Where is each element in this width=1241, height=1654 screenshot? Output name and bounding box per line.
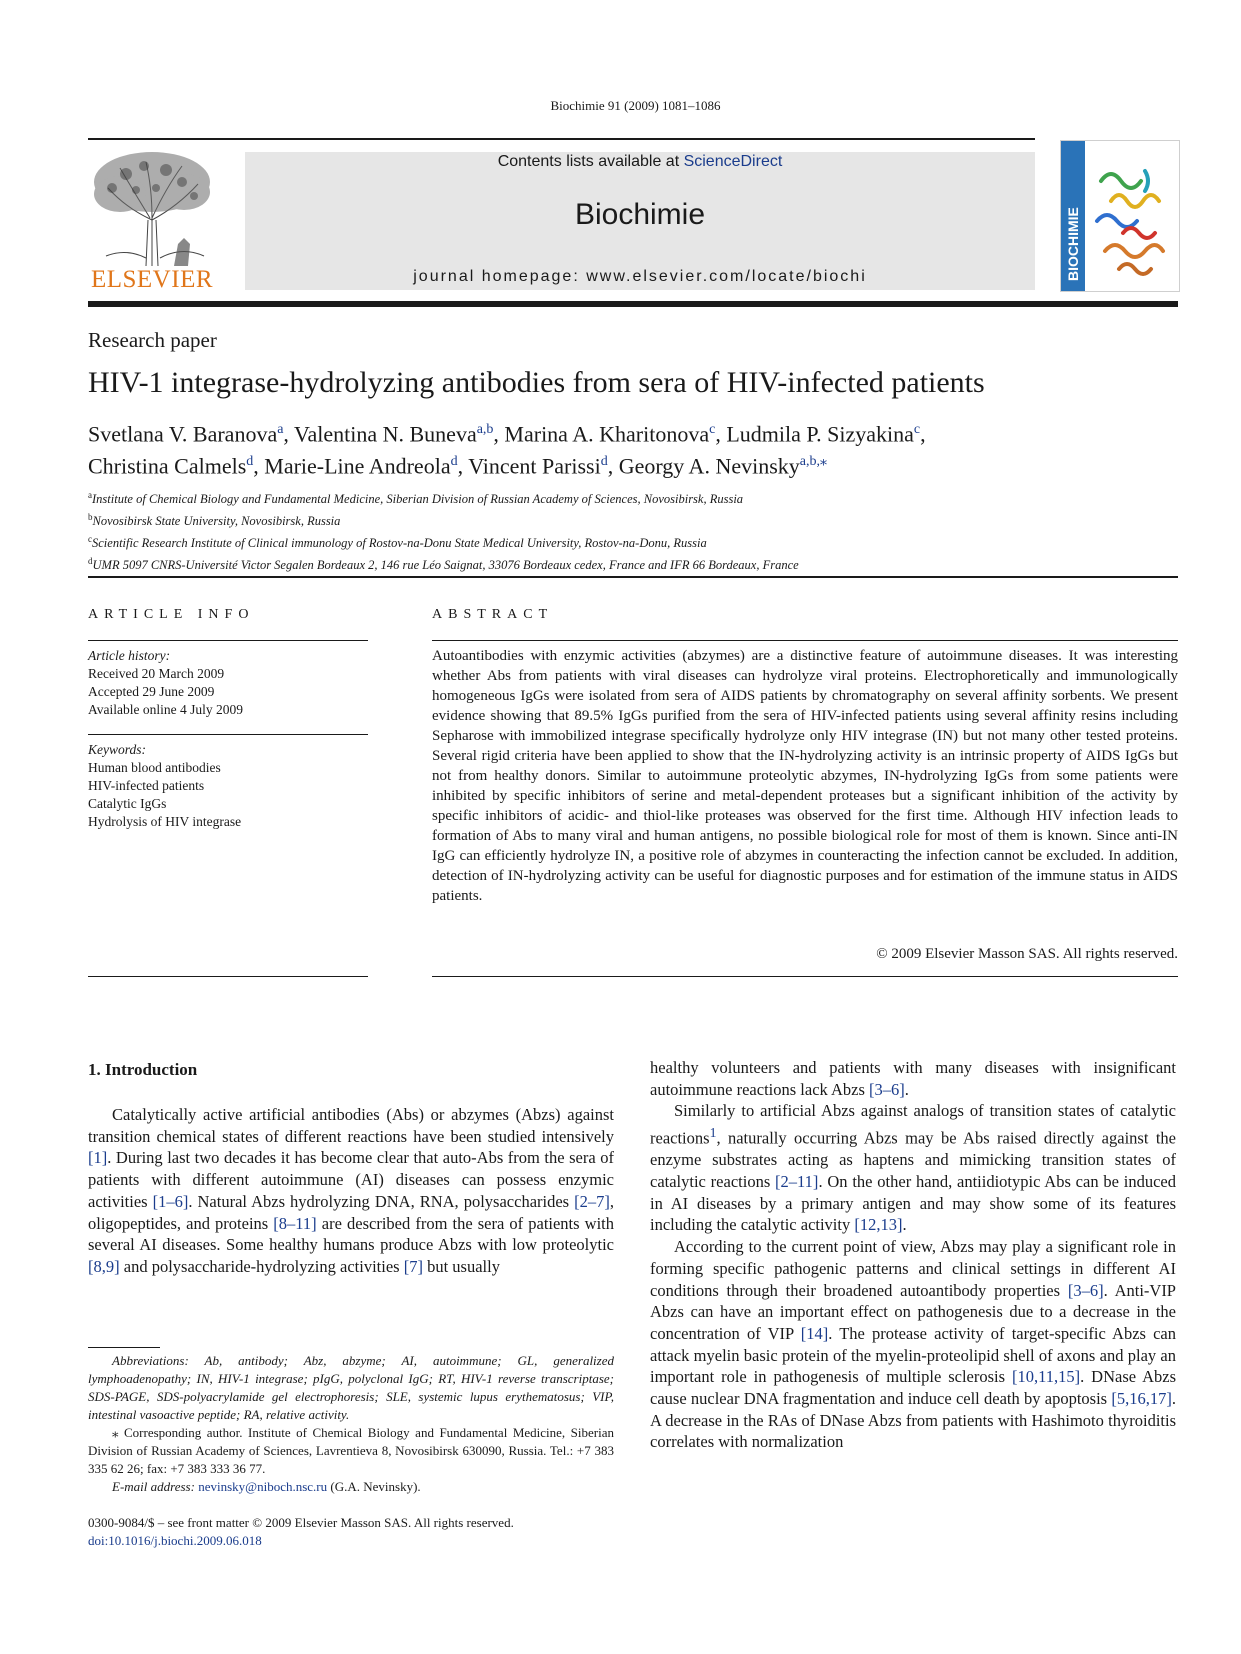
footnote-rule	[88, 1347, 160, 1348]
body-text: According to the current point of view, Abzs may play a significant role in forming specific pathogenic patterns and clinical settings in different AI conditions through their broadened autoantibody properties	[650, 1237, 1176, 1300]
body-text: but usually	[422, 1256, 500, 1276]
author-affiliation-marker[interactable]: c	[913, 422, 921, 437]
footnote-marker[interactable]: 1	[709, 1125, 717, 1141]
body-text: Catalytically active artificial antibodies (Abs) or abzymes (Abzs) against transition chemical states of different reactions have been studied intensively	[88, 1105, 614, 1146]
body-text: , naturally occurring Abzs may be Abs raised directly against the enzyme substrates acting as haptens and mimicking transition states of catalytic reactions	[650, 1128, 1176, 1192]
paragraph	[650, 1057, 1176, 1100]
email-footnote	[88, 1478, 614, 1496]
affiliation-text: Novosibirsk State University, Novosibirsk, Russia	[92, 514, 341, 529]
article-title: HIV-1 integrase-hydrolyzing antibodies from sera of HIV-infected patients	[88, 366, 985, 399]
citation-link[interactable]: [1]	[88, 1148, 108, 1168]
author-affiliation-marker[interactable]: c	[709, 422, 716, 437]
keywords	[88, 741, 241, 831]
author-name: Vincent Parissi	[468, 453, 601, 479]
header-rule	[88, 138, 1035, 140]
citation-link[interactable]: [7]	[403, 1256, 423, 1276]
keyword: Catalytic IgGs	[88, 796, 167, 811]
citation-link[interactable]: [14]	[800, 1323, 829, 1343]
author-name: Christina Calmels	[88, 453, 247, 479]
citation-link[interactable]: [5,16,17]	[1111, 1389, 1172, 1409]
citation-link[interactable]: [8,9]	[88, 1256, 120, 1276]
citation-link[interactable]: [3–6]	[869, 1079, 905, 1099]
author-name: Marie-Line Andreola	[264, 453, 451, 479]
body-text: , oligopeptides, and proteins	[88, 1191, 614, 1233]
author-separator: ,	[457, 453, 469, 479]
keywords-label: Keywords:	[88, 742, 146, 757]
body-text: . The protease activity of target-specific Abzs can attack myelin basic protein of the myelin-proteolipid shell of axons and play an important role in pathogenesis of multiple sclerosis	[650, 1323, 1177, 1387]
front-matter	[88, 1514, 514, 1550]
author-affiliation-marker[interactable]: d	[600, 454, 608, 470]
abstract-rule	[432, 976, 1178, 977]
keyword: Hydrolysis of HIV integrase	[88, 814, 242, 829]
section-heading-introduction: 1. Introduction	[88, 1060, 198, 1079]
author-line-1	[88, 416, 1178, 448]
citation-link[interactable]: [12,13]	[854, 1215, 903, 1235]
author-name: Svetlana V. Baranova	[88, 421, 278, 447]
abstract-text: Autoantibodies with enzymic activities (abzymes) are a distinctive feature of autoimmune diseases. It was interesting whether Abs from patients with viral diseases can hydrolyze viral proteins. Electrophoretically and immunologically homogeneous IgGs were isolated from sera of AIDS patients by chromatography on several affinity sorbents. We present evidence showing that 89.5% IgGs purified from the sera of HIV-infected patients using several affinity resins including Sepharose with immobilized integrase specifically hydrolyze only HIV integrase (IN) but not many other tested proteins. Several rigid criteria have been applied to show that the IN-hydrolyzing activity is an intrinsic property of AIDS IgGs but not from healthy donors. Similar to autoimmune proteolytic abzymes, IN-hydrolyzing IgGs from some patients were inhibited by specific inhibitors of serine and metal-dependent proteases but a significant inhibition of the activity by specific inhibitors of acidic- and thiol-like proteases was observed for the first time. Although HIV infection leads to formation of Abs to many viral and human antigens, no possible biological role for most of them is known. Since anti-IN IgG can efficiently hydrolyze IN, a positive role of abzymes in counteracting the infection cannot be excluded. In addition, detection of IN-hydrolyzing activity can be useful for diagnostic purposes and for estimation of the immune status in AIDS patients.	[432, 648, 1178, 904]
sciencedirect-link[interactable]: ScienceDirect	[683, 153, 783, 170]
body-text: healthy volunteers and patients with many diseases with insignificant autoimmune reactions lack Abzs	[650, 1058, 1176, 1099]
title-block-rule	[88, 576, 1178, 578]
corresponding-author-footnote: ⁎ Corresponding author. Institute of Chemical Biology and Fundamental Medicine, Siberian Division of Russian Academy of Sciences, Lavrentieva 8, Novosibirsk 630090, Russia. Tel.: +7 383 335 62 26; fax: +7 383 333 36 77.	[88, 1425, 614, 1476]
elsevier-wordmark: ELSEVIER	[90, 266, 214, 293]
affiliation-list	[88, 486, 1178, 575]
body-text: and polysaccharide-hydrolyzing activities	[119, 1256, 404, 1276]
elsevier-logo[interactable]	[86, 148, 218, 294]
body-text: . Natural Abzs hydrolyzing DNA, RNA, polysaccharides	[188, 1191, 575, 1211]
keyword: Human blood antibodies	[88, 760, 221, 775]
article-info-heading: ARTICLE INFO	[88, 607, 255, 622]
info-rule	[88, 734, 368, 735]
affiliation-marker: a	[88, 490, 92, 500]
author-name: Ludmila P. Sizyakina	[726, 421, 914, 447]
author-separator: ,	[283, 421, 295, 447]
paragraph	[650, 1100, 1176, 1236]
body-text: . Anti-VIP Abzs can have an important effect on pathogenesis due to a decrease in the concentration of VIP	[650, 1280, 1176, 1343]
history-received: Received 20 March 2009	[88, 666, 225, 681]
author-name: Marina A. Kharitonova	[504, 421, 710, 447]
author-list	[88, 416, 1178, 481]
journal-cover-icon	[1061, 141, 1179, 291]
citation-link[interactable]: [10,11,15]	[1011, 1367, 1081, 1387]
author-separator: ,	[253, 453, 265, 479]
author-separator: ,	[607, 453, 619, 479]
author-line-2	[88, 448, 1178, 480]
journal-cover-image[interactable]	[1060, 140, 1180, 292]
issn-line: 0300-9084/$ – see front matter © 2009 Elsevier Masson SAS. All rights reserved.	[88, 1515, 514, 1530]
header-thick-rule	[88, 301, 1178, 307]
abbreviations-footnote: Abbreviations: Ab, antibody; Abz, abzyme; AI, autoimmune; GL, generalized lymphoadenopathy; IN, HIV-1 integrase; pIgG, polyclonal IgG; RT, HIV-1 reverse transcriptase; SDS-PAGE, SDS-polyacrylamide gel electrophoresis; SLE, systemic lupus erythematosus; VIP, intestinal vasoactive peptide; RA, relative activity.	[88, 1353, 614, 1422]
affiliation	[88, 508, 1178, 530]
article-type: Research paper	[88, 328, 217, 352]
author-affiliation-marker[interactable]: a,b,⁎	[799, 454, 827, 470]
body-text: .	[902, 1215, 907, 1235]
citation-link[interactable]: [2–7]	[574, 1191, 610, 1211]
article-history	[88, 647, 243, 719]
citation-link[interactable]: [2–11]	[775, 1172, 819, 1192]
paragraph	[650, 1236, 1176, 1453]
elsevier-tree-icon	[86, 148, 218, 266]
info-rule	[88, 976, 368, 977]
contents-line	[245, 153, 1035, 171]
history-accepted: Accepted 29 June 2009	[88, 684, 215, 699]
info-rule	[88, 640, 368, 641]
body-text: . During last two decades it has become clear that auto-Abs from the sera of patients with different autoimmune (AI) diseases can possess enzymic activities	[88, 1148, 614, 1211]
history-label: Article history:	[88, 648, 171, 663]
affiliation-text: UMR 5097 CNRS-Université Victor Segalen Bordeaux 2, 146 rue Léo Saignat, 33076 Bordeaux cedex, France and IFR 66 Bordeaux, France	[92, 558, 799, 573]
body-text: Similarly to artificial Abzs against analogs of transition states of catalytic reactions	[650, 1101, 1176, 1148]
citation-link[interactable]: [1–6]	[152, 1191, 189, 1211]
affiliation	[88, 530, 1178, 552]
body-text: . DNase Abzs cause nuclear DNA fragmentation and induce cell death by apoptosis	[650, 1367, 1176, 1409]
affiliation-text: Scientific Research Institute of Clinical immunology of Rostov-na-Donu State Medical University, Rostov-na-Donu, Russia	[92, 536, 707, 551]
email-label: E-mail address:	[112, 1479, 199, 1494]
affiliation-text: Institute of Chemical Biology and Fundamental Medicine, Siberian Division of Russian Academy of Sciences, Novosibirsk, Russia	[92, 492, 744, 507]
body-text: .	[904, 1079, 909, 1099]
doi-link[interactable]: doi:10.1016/j.biochi.2009.06.018	[88, 1533, 262, 1548]
affiliation	[88, 486, 1178, 508]
journal-citation: Biochimie 91 (2009) 1081–1086	[550, 98, 721, 113]
body-column-right	[650, 1057, 1176, 1453]
body-text: . On the other hand, antiidiotypic Abs can be induced in AI diseases by a primary antigen and may show some of its features including the catalytic activity	[650, 1172, 1176, 1235]
author-separator: ,	[715, 421, 727, 447]
citation-link[interactable]: [3–6]	[1067, 1280, 1104, 1300]
keyword: HIV-infected patients	[88, 778, 205, 793]
journal-homepage-link[interactable]: journal homepage: www.elsevier.com/locate/biochi	[413, 268, 867, 285]
body-text: are described from the sera of patients with several AI diseases. Some healthy humans produce Abzs with low proteolytic	[88, 1213, 614, 1255]
paragraph	[88, 1104, 614, 1278]
citation-link[interactable]: [8–11]	[273, 1213, 317, 1233]
footnotes	[88, 1352, 614, 1496]
affiliation-marker: b	[88, 512, 93, 523]
email-suffix: (G.A. Nevinsky).	[327, 1479, 421, 1494]
affiliation	[88, 552, 1178, 574]
affiliation-marker: d	[88, 556, 93, 567]
author-affiliation-marker[interactable]: d	[246, 454, 254, 470]
abstract-rule	[432, 640, 1178, 641]
email-link[interactable]: nevinsky@niboch.nsc.ru	[198, 1479, 328, 1494]
affiliation-marker: c	[88, 534, 92, 545]
author-name: Georgy A. Nevinsky	[618, 453, 800, 479]
history-online: Available online 4 July 2009	[88, 702, 243, 717]
author-separator: ,	[493, 421, 505, 447]
author-affiliation-marker[interactable]: a	[277, 422, 284, 437]
body-column-left	[88, 1104, 614, 1278]
abstract-copyright: © 2009 Elsevier Masson SAS. All rights reserved.	[876, 946, 1178, 962]
abstract-heading: ABSTRACT	[432, 607, 554, 622]
contents-prefix: Contents lists available at	[497, 153, 684, 170]
author-separator: ,	[920, 421, 926, 447]
author-affiliation-marker[interactable]: d	[450, 454, 458, 470]
journal-name: Biochimie	[574, 198, 706, 231]
author-name: Valentina N. Buneva	[294, 421, 477, 447]
body-text: . A decrease in the RAs of DNase Abzs from patients with Hashimoto thyroiditis correlates with normalization	[650, 1389, 1176, 1452]
author-affiliation-marker[interactable]: a,b	[476, 422, 494, 437]
cover-title: BIOCHIMIE	[1065, 207, 1081, 281]
